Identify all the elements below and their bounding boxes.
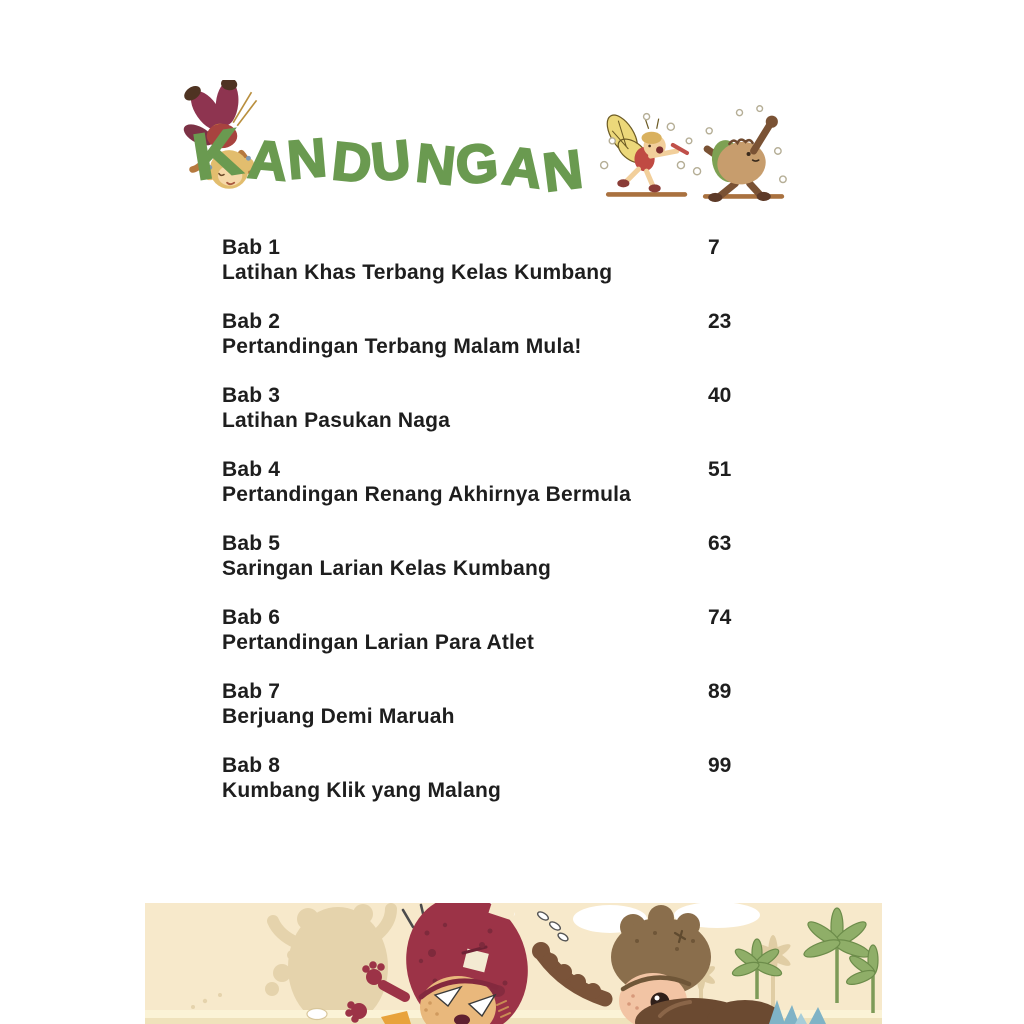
title-letter: K [188,113,249,194]
pebble [307,1009,327,1020]
chapter-title: Latihan Khas Terbang Kelas Kumbang [222,260,613,284]
chapter-title: Kumbang Klik yang Malang [222,778,501,802]
chapter-page-number: 74 [708,606,732,629]
title-letter: A [499,135,549,201]
beetle-kid [707,116,778,202]
chapter-title: Pertandingan Renang Akhirnya Bermula [222,482,632,506]
toc-item [222,606,762,655]
winged-bug-kid [601,110,687,192]
chapter-label: Bab 5 [222,532,281,555]
footer-comic-illustration [145,903,882,1024]
chapter-title: Pertandingan Terbang Malam Mula! [222,334,582,358]
chapter-title: Pertandingan Larian Para Atlet [222,630,535,654]
title-letter: D [329,131,378,196]
chapter-title: Berjuang Demi Maruah [222,704,455,728]
chapter-page-number: 99 [708,754,732,777]
chapter-label: Bab 4 [222,458,281,481]
title-letter: A [245,129,293,193]
toc-item [222,236,762,285]
toc-item [222,680,762,729]
title-letter: G [453,132,504,196]
toc-item [222,310,762,359]
title-letter: N [284,127,332,191]
title-letter: N [412,133,462,198]
chapter-page-number: 89 [708,680,732,703]
table-of-contents [222,236,762,828]
chapter-label: Bab 7 [222,680,281,703]
toc-item [222,384,762,433]
toc-item [222,754,762,803]
chapter-label: Bab 2 [222,310,281,333]
chapter-page-number: 23 [708,310,732,333]
chapter-page-number: 51 [708,458,732,481]
chapter-title: Saringan Larian Kelas Kumbang [222,556,552,580]
page-title [188,113,589,204]
title-letter: N [539,138,589,204]
toc-item [222,458,762,507]
chapter-page-number: 63 [708,532,732,555]
chapter-label: Bab 3 [222,384,281,407]
chapter-label: Bab 8 [222,754,281,777]
title-letter: U [368,129,417,194]
chapter-page-number: 40 [708,384,732,407]
chapter-label: Bab 1 [222,236,281,259]
chapter-title: Latihan Pasukan Naga [222,408,451,432]
toc-item [222,532,762,581]
running-kids-illustration [588,100,790,202]
chapter-page-number: 7 [708,236,720,259]
chapter-label: Bab 6 [222,606,281,629]
